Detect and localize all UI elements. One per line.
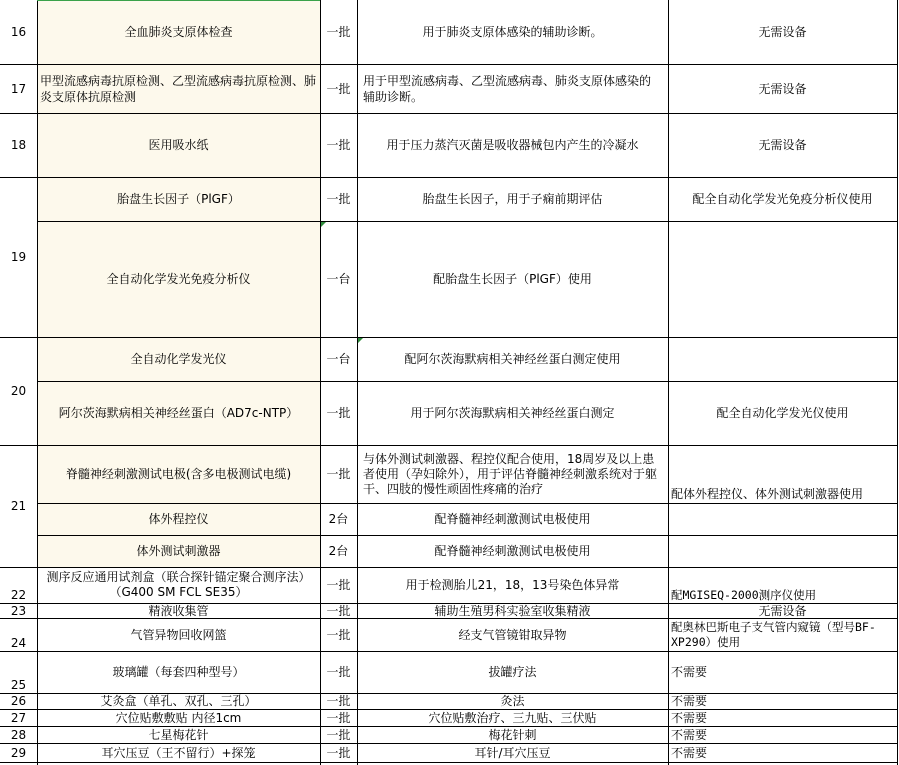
equipment-cell[interactable]: 配体外程控仪、体外测试刺激器使用 xyxy=(671,487,864,501)
purpose-cell[interactable]: 配脊髓神经刺激测试电极使用 xyxy=(434,512,591,526)
purpose-cell[interactable]: 耳针/耳穴压豆 xyxy=(474,745,551,760)
item-name-cell[interactable]: 甲型流感病毒抗原检测、乙型流感病毒抗原检测、肺炎支原体抗原检测 xyxy=(40,73,317,104)
row-number: 18 xyxy=(10,138,27,152)
purpose-cell[interactable]: 梅花针刺 xyxy=(488,727,537,742)
quantity-cell[interactable]: 一台 xyxy=(326,272,351,286)
purpose-cell[interactable]: 灸法 xyxy=(500,694,525,708)
item-name-cell[interactable]: 气管异物回收网篮 xyxy=(130,627,227,642)
row-number: 24 xyxy=(10,636,27,650)
quantity-cell[interactable]: 一批 xyxy=(326,694,351,708)
quantity-cell[interactable]: 一批 xyxy=(326,192,351,206)
quantity-cell[interactable]: 一批 xyxy=(326,603,351,618)
row-number: 22 xyxy=(10,588,27,602)
equipment-cell[interactable]: 不需要 xyxy=(671,694,708,708)
row-number: 16 xyxy=(10,25,27,39)
row-number: 27 xyxy=(10,710,27,725)
item-name-cell[interactable]: 耳穴压豆（王不留行）+探笼 xyxy=(101,745,256,760)
item-name-cell[interactable]: 七星梅花针 xyxy=(148,727,209,742)
item-name-cell[interactable]: 胎盘生长因子（PlGF） xyxy=(117,192,240,206)
purpose-cell[interactable]: 用于检测胎儿21，18，13号染色体异常 xyxy=(405,578,620,592)
quantity-cell[interactable]: 2台 xyxy=(328,512,349,526)
quantity-cell[interactable]: 一台 xyxy=(326,352,351,366)
quantity-cell[interactable]: 一批 xyxy=(326,81,351,96)
equipment-cell[interactable] xyxy=(668,221,897,337)
equipment-cell[interactable]: 配全自动化学发光仪使用 xyxy=(716,406,849,420)
quantity-cell[interactable]: 一批 xyxy=(326,25,351,39)
purpose-cell[interactable]: 配胎盘生长因子（PlGF）使用 xyxy=(433,272,592,286)
equipment-cell[interactable] xyxy=(668,337,897,381)
purpose-cell[interactable]: 经支气管镜钳取异物 xyxy=(458,627,567,642)
equipment-cell[interactable]: 不需要 xyxy=(671,745,708,760)
purpose-cell[interactable]: 用于肺炎支原体感染的辅助诊断。 xyxy=(422,25,603,39)
quantity-cell[interactable]: 一批 xyxy=(326,627,351,642)
equipment-cell[interactable] xyxy=(668,503,897,535)
item-name-cell[interactable]: 脊髓神经刺激测试电极(含多电极测试电缆) xyxy=(65,467,292,481)
quantity-cell[interactable]: 2台 xyxy=(328,544,349,558)
quantity-cell[interactable]: 一批 xyxy=(326,138,351,152)
row-number: 19 xyxy=(10,250,27,264)
row-number: 25 xyxy=(10,678,27,692)
purpose-cell[interactable]: 用于阿尔茨海默病相关神经丝蛋白测定 xyxy=(410,406,615,420)
item-name-cell[interactable]: 医用吸水纸 xyxy=(148,138,209,152)
item-name-cell[interactable]: 测序反应通用试剂盒（联合探针锚定聚合测序法）（G400 SM FCL SE35） xyxy=(46,570,311,599)
item-name-cell[interactable]: 阿尔茨海默病相关神经丝蛋白（AD7c-NTP） xyxy=(58,406,299,420)
quantity-cell[interactable]: 一批 xyxy=(326,467,351,481)
item-name-cell[interactable]: 玻璃罐（每套四种型号） xyxy=(112,665,245,679)
equipment-cell[interactable]: 配MGISEQ-2000测序仪使用 xyxy=(671,588,817,602)
equipment-cell[interactable]: 配全自动化学发光免疫分析仪使用 xyxy=(692,192,873,206)
quantity-cell[interactable]: 一批 xyxy=(326,710,351,725)
quantity-cell[interactable]: 一批 xyxy=(326,745,351,760)
equipment-cell[interactable]: 不需要 xyxy=(671,710,708,725)
quantity-cell[interactable]: 一批 xyxy=(326,406,351,420)
purpose-cell[interactable]: 用于甲型流感病毒、乙型流感病毒、肺炎支原体感染的辅助诊断。 xyxy=(363,73,652,104)
item-name-cell[interactable]: 精液收集管 xyxy=(148,603,209,618)
purpose-cell[interactable]: 用于压力蒸汽灭菌是吸收器械包内产生的冷凝水 xyxy=(386,138,639,152)
item-name-cell[interactable]: 体外测试刺激器 xyxy=(136,544,221,558)
equipment-cell[interactable]: 不需要 xyxy=(671,727,708,742)
quantity-cell[interactable]: 一批 xyxy=(326,727,351,742)
item-name-cell[interactable]: 穴位贴敷敷贴 内径1cm xyxy=(115,710,242,725)
purpose-cell[interactable]: 拔罐疗法 xyxy=(488,665,537,679)
row-line xyxy=(0,762,898,763)
purpose-cell[interactable]: 穴位贴敷治疗、三九贴、三伏贴 xyxy=(428,710,597,725)
purpose-cell[interactable]: 配脊髓神经刺激测试电极使用 xyxy=(434,544,591,558)
purpose-cell[interactable]: 胎盘生长因子，用于子痫前期评估 xyxy=(422,192,603,206)
purpose-cell[interactable]: 辅助生殖男科实验室收集精液 xyxy=(434,603,591,618)
item-name-cell[interactable]: 全自动化学发光免疫分析仪 xyxy=(106,272,251,286)
equipment-cell[interactable]: 不需要 xyxy=(671,665,708,679)
equipment-cell[interactable]: 无需设备 xyxy=(758,138,807,152)
row-number: 17 xyxy=(10,81,27,96)
equipment-cell[interactable]: 无需设备 xyxy=(758,603,807,618)
purpose-cell[interactable]: 与体外测试刺激器、程控仪配合使用，18周岁及以上患者使用（孕妇除外），用于评估脊髓神经刺激系统对于躯干、四肢的慢性顽固性疼痛的治疗 xyxy=(363,451,658,496)
quantity-cell[interactable]: 一批 xyxy=(326,665,351,679)
item-name-cell[interactable]: 全血肺炎支原体检查 xyxy=(124,25,233,39)
row-number: 26 xyxy=(10,694,27,708)
quantity-cell[interactable]: 一批 xyxy=(326,578,351,592)
row-number: 20 xyxy=(10,384,27,398)
equipment-cell[interactable]: 无需设备 xyxy=(758,25,807,39)
row-number: 21 xyxy=(10,499,27,513)
purpose-cell[interactable]: 配阿尔茨海默病相关神经丝蛋白测定使用 xyxy=(404,352,621,366)
item-name-cell[interactable]: 艾灸盒（单孔、双孔、三孔） xyxy=(100,694,257,708)
item-name-cell[interactable]: 体外程控仪 xyxy=(148,512,209,526)
row-number: 23 xyxy=(10,603,27,618)
row-number: 29 xyxy=(10,745,27,760)
equipment-cell[interactable]: 配奥林巴斯电子支气管内窥镜（型号BF-XP290）使用 xyxy=(671,619,876,649)
row-number: 28 xyxy=(10,727,27,742)
equipment-cell[interactable]: 无需设备 xyxy=(758,81,807,96)
equipment-cell[interactable] xyxy=(668,535,897,567)
item-name-cell[interactable]: 全自动化学发光仪 xyxy=(130,352,227,366)
